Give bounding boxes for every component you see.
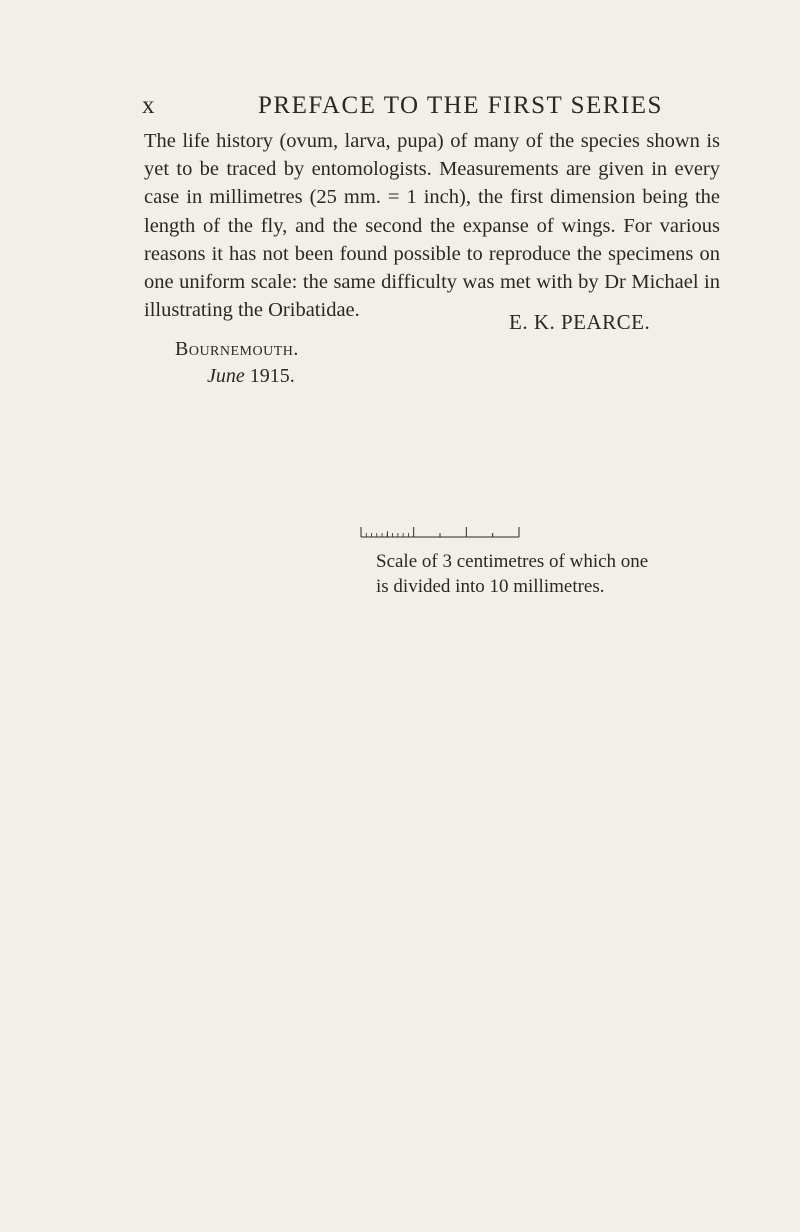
running-title: PREFACE TO THE FIRST SERIES [258,92,663,119]
page-number: x [142,92,156,119]
date-year: 1915. [249,365,295,387]
preface-paragraph: The life history (ovum, larva, pupa) of many of the species shown is yet to be traced by entomologists. Measurements are given in every case in millimetres (25 mm. = 1 inch), the first dimension being the length of the fly, and the second the expanse of wings. For various reasons it has not been found possible to reproduce the specimens on one uniform scale: the same difficulty was met with by Dr Michael in illustrating the Oribatidae. [144,130,720,322]
scale-caption-line-1: Scale of 3 centimetres of which one [376,551,649,572]
date-month: June [207,365,245,387]
date-line [207,365,295,388]
scale-caption-line-2: is divided into 10 millimetres. [376,576,605,597]
scale-caption [376,549,656,599]
scale-bar-figure [360,525,520,539]
place-name: Bournemouth. [175,338,299,360]
scale-bar-ticks [361,527,519,537]
author-signature: E. K. PEARCE. [509,310,651,334]
